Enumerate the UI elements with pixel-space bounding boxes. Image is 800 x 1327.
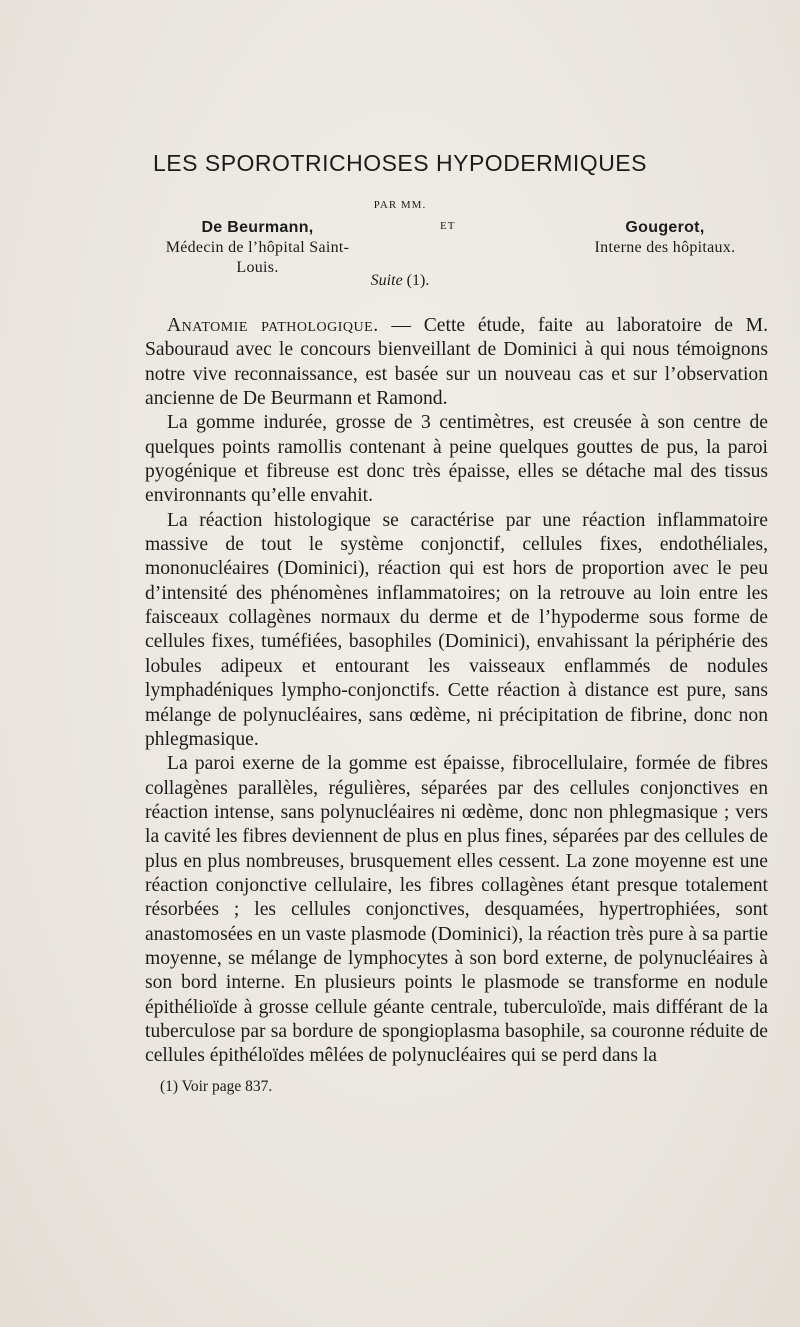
authors-row (145, 218, 770, 276)
suite-line (0, 272, 800, 290)
footnote: (1) Voir page 837. (160, 1078, 273, 1095)
author-name: Gougerot, (625, 219, 705, 236)
author-gougerot (560, 218, 770, 258)
author-de-beurmann (145, 218, 370, 278)
paragraph-reaction: La réaction histologique se caractérise par une réaction inflammatoire massive de tout le système conjonctif, cellules fixes, endothéliales, mononucléaires (Dominici), réaction qui est hors de proportion avec le peu d’intensité des phénomènes inflammatoires; on la retrouve au loin entre les faisceaux collagènes normaux du derme et de l’hypoderme sous forme de cellules fixes, tuméfiées, basophiles (Dominici), envahissant la périphérie des lobules adipeux et entourant les vaisseaux enflammés de nodules lymphadéniques lympho-conjonctifs. Cette réaction à distance est pure, sans mélange de polynucléaires, sans œdème, ni précipitation de fibrine, donc non phlegmasique. (145, 509, 768, 750)
article-title: LES SPOROTRICHOSES HYPODERMIQUES (153, 150, 647, 176)
author-name: De Beurmann, (201, 219, 314, 236)
section-heading: Anatomie pathologique. (167, 315, 379, 336)
author-role: Interne des hôpitaux. (594, 239, 736, 256)
paragraph-anatomie (145, 314, 768, 411)
paragraph-text: — Cette étude, faite au laboratoire de M. Sabouraud avec le concours bienveillant de Dominici à qui nous témoignons notre vive reconnaissance, est basée sur un nouveau cas et sur l’observation ancienne de De Beurmann et Ramond. (145, 315, 769, 410)
paragraph-paroi: La paroi exerne de la gomme est épaisse, fibrocellulaire, formée de fibres collagènes parallèles, régulières, séparées par des cellules conjonctives en réaction intense, sans polynucléaires ni œdème, donc non phlegmasique ; vers la cavité les fibres deviennent de plus en plus fines, séparées par des cellules de plus en plus nombreuses, brusquement elles cessent. La zone moyenne est une réaction conjonctive cellulaire, les fibres collagènes étant presque totalement résorbées ; les cellules conjonctives, desquamées, hypertrophiées, sont anastomosées en un vaste plasmode (Dominici), la réaction très pure à sa partie moyenne, se mélange de lymphocytes à son bord externe, de polynucléaires à son bord interne. En plusieurs points le plasmode se transforme en nodule épithélioïde à grosse cellule géante centrale, tuberculoïde, mais différant de la tuberculose par sa bordure de spongioplasma basophile, sa couronne réduite de cellules épithéloïdes mêlées de polynucléaires qui se perd dans la (145, 753, 768, 1067)
par-mm-label: PAR MM. (373, 199, 427, 211)
author-role: Médecin de l’hôpital Saint-Louis. (165, 239, 350, 276)
suite-footnote-ref: (1). (402, 272, 430, 289)
article-body (145, 314, 768, 1069)
suite-label: Suite (370, 272, 403, 289)
et-conjunction: ET (440, 220, 456, 232)
paragraph-gomme: La gomme indurée, grosse de 3 centimètres, est creusée à son centre de quelques points ramollis contenant à peine quelques gouttes de pus, la paroi pyogénique et fibreuse est donc très épaisse, elles se détache mal des tissus environnants qu’elle envahit. (145, 412, 768, 507)
